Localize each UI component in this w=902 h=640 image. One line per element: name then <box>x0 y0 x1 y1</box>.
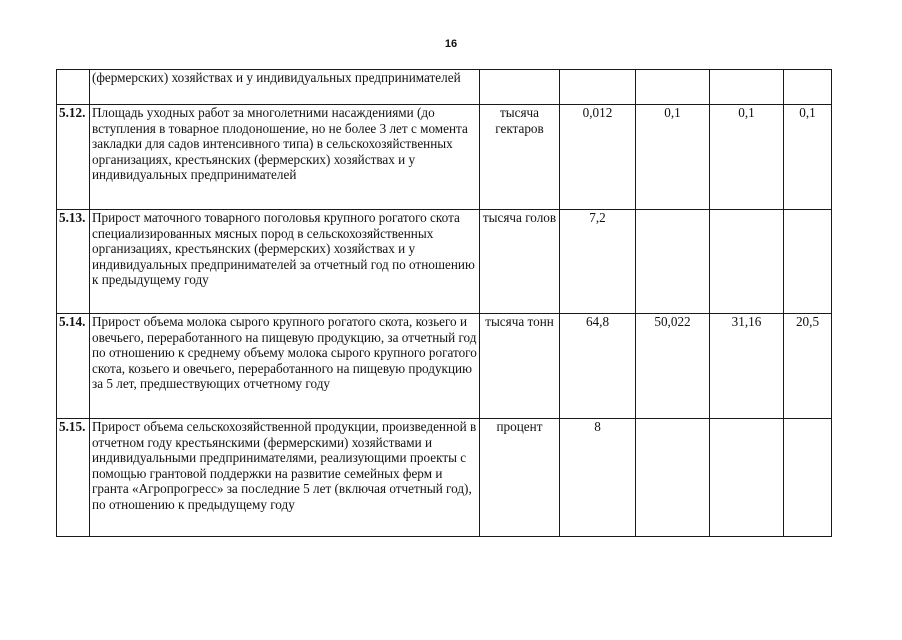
row-description: Прирост объема молока сырого крупного рогатого скота, козьего и овечьего, переработанного на пищевую продукцию, за отчетный год по отношению к среднему объему молока сырого крупного рогатого скота, козьего и овечьего, переработанного на пищевую продукцию за 5 лет, предшествующих отчетному году <box>90 314 480 419</box>
row-value <box>636 70 710 105</box>
row-description: Площадь уходных работ за многолетними насаждениями (до вступления в товарное плодоношение, но не более 3 лет с момента закладки для садов интенсивного типа) в сельскохозяйственных организациях, крестьянских (фермерских) хозяйствах и у индивидуальных предпринимателей <box>90 105 480 210</box>
row-value: 0,012 <box>560 105 636 210</box>
row-value <box>710 70 784 105</box>
row-number: 5.15. <box>57 419 90 537</box>
row-value: 8 <box>560 419 636 537</box>
row-number: 5.14. <box>57 314 90 419</box>
row-unit: тысяча гектаров <box>480 105 560 210</box>
row-value: 64,8 <box>560 314 636 419</box>
row-value: 31,16 <box>710 314 784 419</box>
row-value: 0,1 <box>636 105 710 210</box>
row-description: Прирост маточного товарного поголовья крупного рогатого скота специализированных мясных пород в сельскохозяйственных организациях, крестьянских (фермерских) хозяйствах и у индивидуальных предпринимателей за отчетный год по отношению к предыдущему году <box>90 210 480 314</box>
row-value <box>710 210 784 314</box>
table-row <box>57 70 832 105</box>
table-row <box>57 314 832 419</box>
row-value <box>784 210 832 314</box>
row-unit <box>480 70 560 105</box>
row-value: 20,5 <box>784 314 832 419</box>
table-row <box>57 419 832 537</box>
row-number: 5.13. <box>57 210 90 314</box>
row-description: Прирост объема сельскохозяйственной продукции, произведенной в отчетном году крестьянскими (фермерскими) хозяйствами и индивидуальными предпринимателями, реализующими проекты с помощью грантовой поддержки на развитие семейных ферм и гранта «Агропрогресс» за последние 5 лет (включая отчетный год), по отношению к предыдущему году <box>90 419 480 537</box>
indicators-table <box>56 69 832 537</box>
row-unit: тысяча тонн <box>480 314 560 419</box>
row-value: 50,022 <box>636 314 710 419</box>
row-value <box>784 419 832 537</box>
page-number: 16 <box>444 38 458 50</box>
row-value <box>560 70 636 105</box>
row-value <box>636 210 710 314</box>
row-description: (фермерских) хозяйствах и у индивидуальных предпринимателей <box>90 70 480 105</box>
table-row <box>57 210 832 314</box>
row-number-cell <box>57 70 90 105</box>
row-value <box>636 419 710 537</box>
row-value: 0,1 <box>784 105 832 210</box>
row-number: 5.12. <box>57 105 90 210</box>
row-value <box>710 419 784 537</box>
row-value: 0,1 <box>710 105 784 210</box>
table-row <box>57 105 832 210</box>
row-unit: процент <box>480 419 560 537</box>
row-value <box>784 70 832 105</box>
row-value: 7,2 <box>560 210 636 314</box>
row-unit: тысяча голов <box>480 210 560 314</box>
